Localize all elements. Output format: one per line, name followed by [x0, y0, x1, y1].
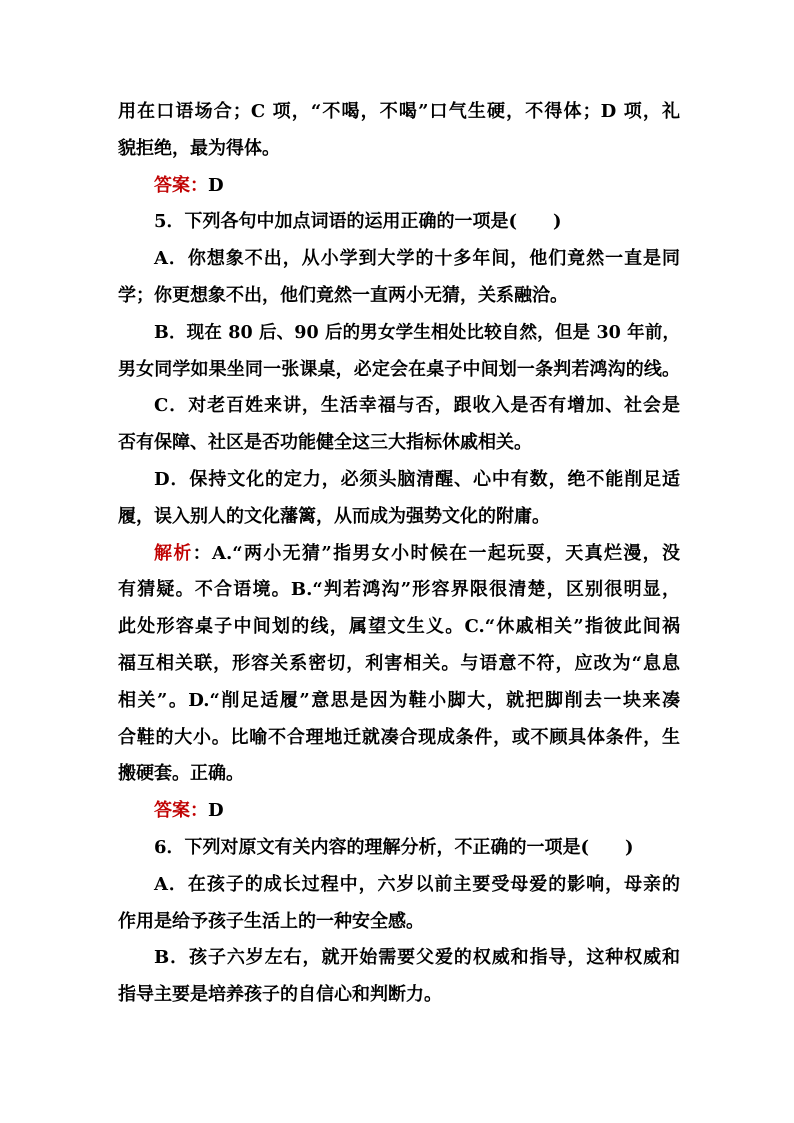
answer-label: 答案：	[154, 800, 208, 822]
answer-value: D	[208, 174, 224, 196]
analysis-text: ：A.“两小无猜”指男女小时候在一起玩耍，天真烂漫，没	[192, 542, 681, 564]
analysis-line	[118, 536, 680, 573]
analysis-line: 合鞋的大小。比喻不合理地迁就凑合现成条件，或不顾具体条件，生	[118, 726, 680, 748]
answer-line	[118, 793, 680, 830]
document-page	[118, 94, 680, 1014]
option-a-line: 学；你更想象不出，他们竟然一直两小无猜，关系融洽。	[118, 284, 568, 306]
answer-value: D	[208, 800, 224, 822]
answer-label: 答案：	[154, 174, 208, 196]
analysis-label: 解析	[154, 542, 193, 564]
question-6-stem: 6．下列对原文有关内容的理解分析，不正确的一项是( )	[154, 836, 634, 858]
analysis-line: 福互相关联，形容关系密切，利害相关。与语意不符，应改为“息息	[118, 652, 680, 674]
analysis-line: 搬硬套。正确。	[118, 763, 244, 785]
option-a-line: A．你想象不出，从小学到大学的十多年间，他们竟然一直是同	[154, 248, 680, 270]
option-c-line: C．对老百姓来讲，生活幸福与否，跟收入是否有增加、社会是	[154, 395, 680, 417]
option-b-line: B．现在 80 后、90 后的男女学生相处比较自然，但是 30 年前，	[154, 322, 680, 343]
option-b-line: 指导主要是培养孩子的自信心和判断力。	[118, 984, 442, 1006]
text-line: 用在口语场合；C 项，“不喝，不喝”口气生硬，不得体；D 项，礼	[118, 101, 680, 122]
analysis-line: 此处形容桌子中间划的线，属望文生义。C.“休戚相关”指彼此间祸	[118, 616, 680, 638]
text-line: 貌拒绝，最为得体。	[118, 137, 280, 159]
option-a-line: A．在孩子的成长过程中，六岁以前主要受母爱的影响，母亲的	[154, 873, 680, 895]
analysis-line: 有猜疑。不合语境。B.“判若鸿沟”形容界限很清楚，区别很明显，	[118, 579, 680, 601]
option-d-line: D．保持文化的定力，必须头脑清醒、心中有数，绝不能削足适	[154, 468, 680, 490]
question-5-stem: 5．下列各句中加点词语的运用正确的一项是( )	[154, 211, 562, 233]
option-a-line: 作用是给予孩子生活上的一种安全感。	[118, 910, 424, 932]
option-d-line: 履，误入别人的文化藩篱，从而成为强势文化的附庸。	[118, 505, 550, 527]
option-c-line: 否有保障、社区是否功能健全这三大指标休戚相关。	[118, 432, 532, 454]
analysis-line: 相关”。D.“削足适履”意思是因为鞋小脚大，就把脚削去一块来凑	[118, 689, 680, 711]
option-b-line: B．孩子六岁左右，就开始需要父爱的权威和指导，这种权威和	[154, 947, 680, 969]
answer-line	[118, 168, 680, 205]
option-b-line: 男女同学如果坐同一张课桌，必定会在桌子中间划一条判若鸿沟的线。	[118, 358, 680, 380]
